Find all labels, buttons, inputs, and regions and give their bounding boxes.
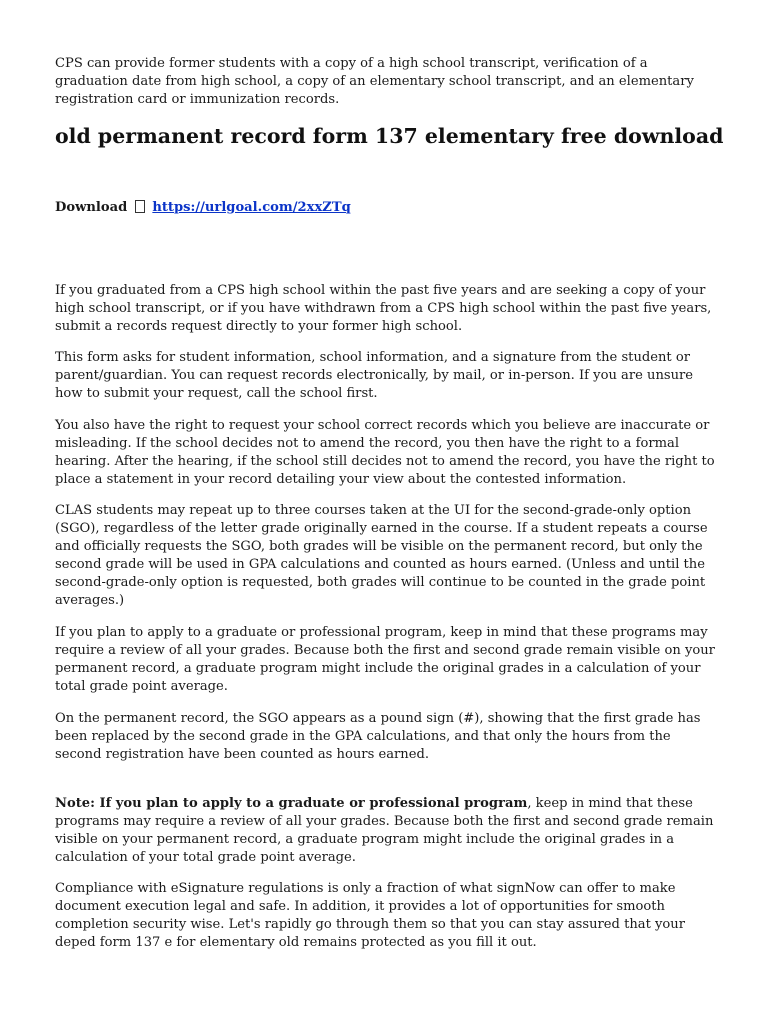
paragraph-1: If you graduated from a CPS high school within the past five years and are seeking a copy of your high school transcript, or if you have withdrawn from a CPS high school within the past five years, submit a records request directly to your former high school.	[55, 283, 712, 334]
closing-paragraph: Compliance with eSignature regulations is only a fraction of what signNow can offer to make document execution legal and safe. In addition, it provides a lot of opportunities for smooth completion security wise. Let's rapidly go through them so that you can stay assured that your deped form 137 e for elementary old remains protected as you fill it out.	[55, 881, 685, 950]
paragraph-5: If you plan to apply to a graduate or professional program, keep in mind that these programs may require a review of all your grades. Because both the first and second grade remain visible on your permanent record, a graduate program might include the original grades in a calculation of your total grade point average.	[55, 625, 715, 694]
paragraph-6: On the permanent record, the SGO appears as a pound sign (#), showing that the first grade has been replaced by the second grade in the GPA calculations, and that only the hours from the second registration have been counted as hours earned.	[55, 711, 701, 762]
paragraph-3: You also have the right to request your school correct records which you believe are inaccurate or misleading. If the school decides not to amend the record, you then have the right to a formal hearing. After the hearing, if the school still decides not to amend the record, you have the right to place a statement in your record detailing your view about the contested information.	[55, 418, 715, 487]
arrow-glyph-icon	[135, 200, 145, 213]
intro-paragraph: CPS can provide former students with a copy of a high school transcript, verification of a graduation date from high school, a copy of an elementary school transcript, and an elementary registration card or immunization records.	[55, 56, 694, 107]
note-bold: Note: If you plan to apply to a graduate or professional program	[55, 796, 528, 811]
download-line	[55, 199, 720, 217]
note-paragraph	[55, 795, 720, 867]
page-title: old permanent record form 137 elementary free download	[55, 124, 724, 148]
download-link[interactable]: https://urlgoal.com/2xxZTq	[152, 200, 351, 215]
note-rest: , keep in mind that these programs may require a review of all your grades. Because both the first and second grade remain visible on your permanent record, a graduate program might include the original grades in a calculation of your total grade point average.	[55, 796, 714, 865]
paragraph-2: This form asks for student information, school information, and a signature from the student or parent/guardian. You can request records electronically, by mail, or in-person. If you are unsure how to submit your request, call the school first.	[55, 350, 694, 401]
download-label: Download	[55, 200, 128, 215]
paragraph-4: CLAS students may repeat up to three courses taken at the UI for the second-grade-only option (SGO), regardless of the letter grade originally earned in the course. If a student repeats a course and officially requests the SGO, both grades will be visible on the permanent record, but only the second grade will be used in GPA calculations and counted as hours earned. (Unless and until the second-grade-only option is requested, both grades will continue to be counted in the grade point averages.)	[55, 503, 708, 608]
